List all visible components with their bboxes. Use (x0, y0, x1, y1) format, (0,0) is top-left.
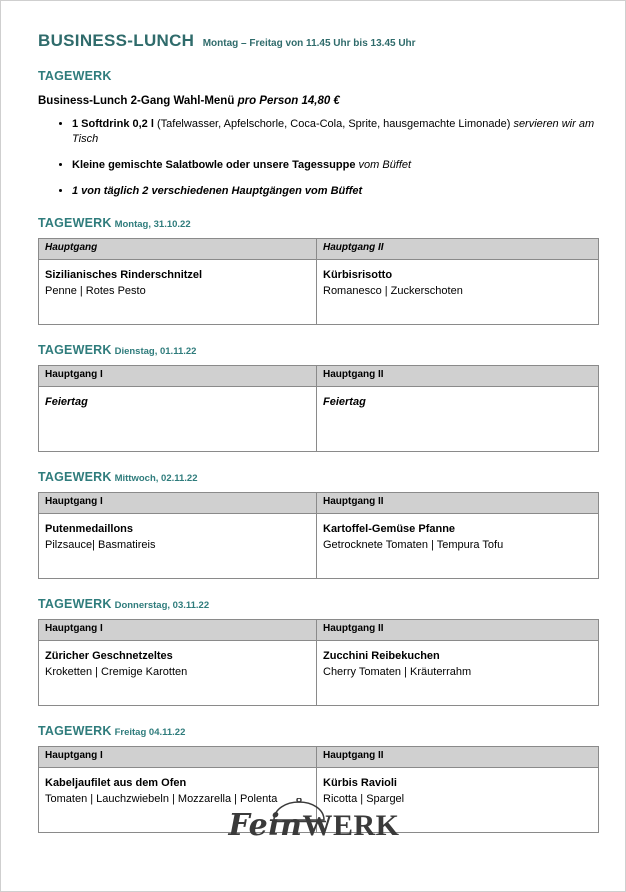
dish-sides: Getrocknete Tomaten | Tempura Tofu (323, 539, 504, 552)
page-subtitle: Montag – Freitag von 11.45 Uhr bis 13.45 Uhr (202, 38, 416, 49)
day-block-mittwoch (38, 468, 598, 579)
table-header-row (39, 493, 599, 514)
dish-name: Kartoffel-Gemüse Pfanne (323, 523, 456, 536)
bullet-bold-text: Kleine gemischte Salatbowle oder unsere Tagessuppe (72, 158, 356, 171)
bullet-italic-text: 1 von täglich 2 verschiedenen Hauptgängen vom Büffet (72, 184, 363, 197)
day-heading (38, 468, 598, 486)
dish-name: Sizilianisches Rinderschnitzel (45, 269, 203, 282)
day-date: Donnerstag, 03.11.22 (114, 600, 210, 612)
table-header-row (39, 747, 599, 768)
bullet-italic-text: vom Büffet (358, 158, 412, 171)
dish-sides: Kroketten | Cremige Karotten (45, 666, 188, 679)
page-title: BUSINESS-LUNCH (38, 31, 195, 50)
day-date: Freitag 04.11.22 (114, 727, 186, 739)
column-header-course-1: Hauptgang I (39, 620, 317, 641)
table-row (39, 641, 599, 706)
list-item (72, 158, 598, 173)
table-row (39, 260, 599, 325)
dish-sides: Romanesco | Zuckerschoten (323, 285, 463, 298)
column-header-course-1: Hauptgang I (39, 366, 317, 387)
day-block-donnerstag (38, 595, 598, 706)
dish-name: Züricher Geschnetzeltes (45, 650, 173, 663)
day-brand-label: TAGEWERK (38, 724, 112, 739)
day-heading (38, 214, 598, 232)
dish-name: Kürbis Ravioli (323, 777, 397, 790)
table-header-row (39, 239, 599, 260)
list-item (72, 117, 598, 147)
course-cell (317, 514, 599, 579)
day-brand-label: TAGEWERK (38, 343, 112, 358)
day-brand-label: TAGEWERK (38, 597, 112, 612)
dish-sides: Tomaten | Lauchzwiebeln | Mozzarella | Polenta (45, 793, 278, 806)
intro-bullet-list (38, 117, 598, 198)
dish-sides: Ricotta | Spargel (323, 793, 405, 806)
column-header-course-2: Hauptgang II (317, 239, 599, 260)
footer (1, 796, 626, 861)
day-heading (38, 722, 598, 740)
offer-price: pro Person 14,80 € (237, 95, 340, 107)
offer-line (38, 95, 598, 107)
table-header-row (39, 620, 599, 641)
menu-table (38, 238, 599, 325)
column-header-course-1: Hauptgang I (39, 493, 317, 514)
day-heading (38, 595, 598, 613)
course-cell (317, 641, 599, 706)
dish-name: Putenmedaillons (45, 523, 134, 536)
document-header (38, 31, 598, 51)
course-cell (39, 514, 317, 579)
brand-logo (219, 796, 409, 856)
dish-name: Feiertag (323, 396, 366, 409)
course-cell (317, 260, 599, 325)
dish-name: Zucchini Reibekuchen (323, 650, 440, 663)
day-brand-label: TAGEWERK (38, 470, 112, 485)
course-cell (317, 387, 599, 452)
table-row (39, 514, 599, 579)
column-header-course-1: Hauptgang I (39, 747, 317, 768)
column-header-course-2: Hauptgang II (317, 493, 599, 514)
day-block-montag (38, 214, 598, 325)
day-heading (38, 341, 598, 359)
column-header-course-1: Hauptgang (39, 239, 317, 260)
day-date: Montag, 31.10.22 (114, 219, 191, 231)
dish-name: Kabeljaufilet aus dem Ofen (45, 777, 187, 790)
column-header-course-2: Hauptgang II (317, 747, 599, 768)
course-cell (39, 260, 317, 325)
column-header-course-2: Hauptgang II (317, 366, 599, 387)
day-brand-label: TAGEWERK (38, 216, 112, 231)
dish-sides: Cherry Tomaten | Kräuterrahm (323, 666, 472, 679)
bullet-bold-text: 1 Softdrink 0,2 l (72, 118, 154, 130)
table-header-row (39, 366, 599, 387)
course-cell (39, 641, 317, 706)
intro-brand-label: TAGEWERK (38, 69, 112, 83)
dish-sides: Penne | Rotes Pesto (45, 285, 146, 298)
bullet-italic-text: servieren wir am Tisch (72, 118, 595, 145)
day-block-dienstag (38, 341, 598, 452)
day-date: Dienstag, 01.11.22 (114, 346, 197, 358)
logo-fein: Fein (228, 808, 303, 843)
menu-table (38, 365, 599, 452)
day-date: Mittwoch, 02.11.22 (114, 473, 198, 485)
dish-name: Kürbisrisotto (323, 269, 393, 282)
dish-sides: Pilzsauce| Basmatireis (45, 539, 156, 552)
document-content (38, 31, 598, 833)
offer-text: Business-Lunch 2-Gang Wahl-Menü (38, 95, 238, 107)
course-cell (39, 387, 317, 452)
dish-name: Feiertag (45, 396, 88, 409)
menu-table (38, 619, 599, 706)
bullet-normal-text: (Tafelwasser, Apfelschorle, Coca-Cola, Sprite, hausgemachte Limonade) (153, 118, 514, 130)
table-row (39, 387, 599, 452)
logo-text (219, 808, 409, 843)
logo-werk: WERK (302, 809, 400, 842)
column-header-course-2: Hauptgang II (317, 620, 599, 641)
menu-table (38, 492, 599, 579)
list-item (72, 184, 598, 199)
